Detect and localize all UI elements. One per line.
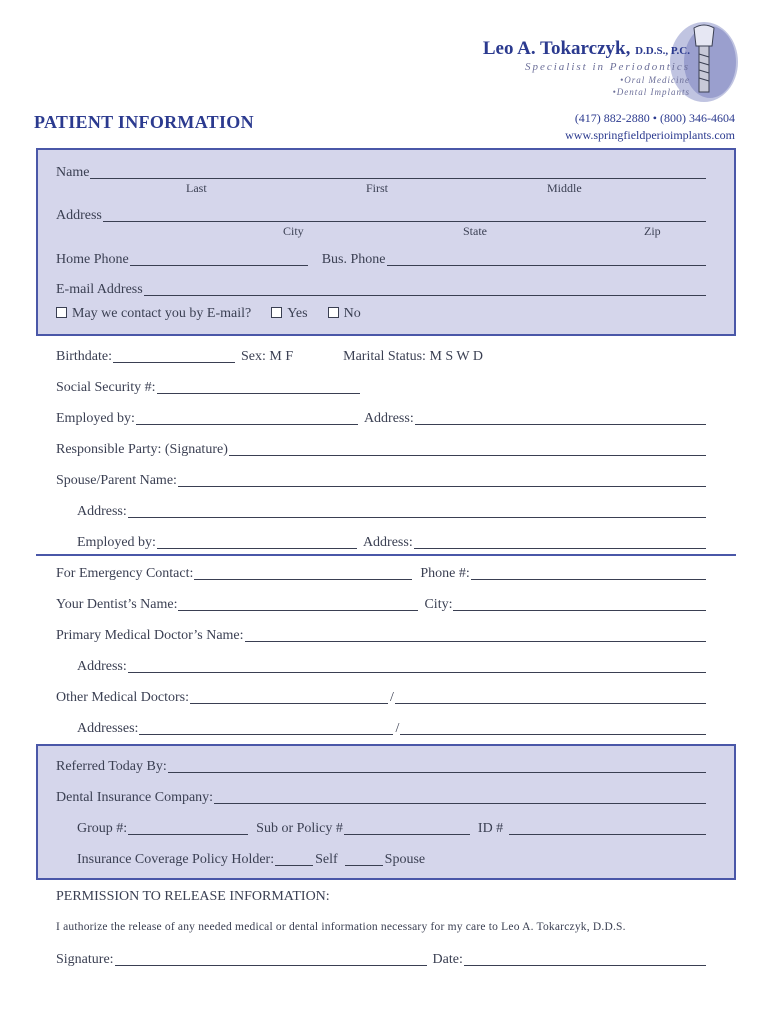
responsible-party-label: Responsible Party: (Signature): [56, 442, 228, 457]
email-contact-option[interactable]: May we contact you by E-mail?: [56, 306, 251, 322]
id-input-line[interactable]: [509, 822, 706, 835]
other-addresses-input-line-1[interactable]: [139, 722, 393, 735]
email-field[interactable]: [56, 282, 708, 298]
spouse-name-field[interactable]: [56, 473, 708, 489]
spouse-name-input-line[interactable]: [178, 474, 706, 487]
referred-by-field[interactable]: [56, 759, 708, 775]
other-doctors-input-line-1[interactable]: [190, 691, 388, 704]
page-title: PATIENT INFORMATION: [34, 112, 254, 132]
primary-doctor-address-input-line[interactable]: [128, 660, 706, 673]
primary-doctor-field[interactable]: [56, 628, 708, 644]
policy-numbers-row: [77, 821, 708, 837]
emergency-phone-label: Phone #:: [420, 566, 470, 581]
signature-label: Signature:: [56, 952, 114, 967]
state-caption: State: [463, 224, 487, 238]
other-addresses-label: Addresses:: [77, 721, 139, 736]
emergency-contact-input-line[interactable]: [194, 567, 412, 580]
signature-input-line[interactable]: [115, 953, 427, 966]
email-input-line[interactable]: [144, 283, 706, 296]
practice-name: Leo A. Tokarczyk, D.D.S., P.C.: [482, 38, 690, 59]
name-field[interactable]: [56, 165, 708, 181]
slash-separator: /: [395, 721, 400, 736]
primary-doctor-input-line[interactable]: [245, 629, 706, 642]
policy-holder-self-line[interactable]: [275, 853, 313, 866]
spouse-employer-address-input-line[interactable]: [414, 536, 706, 549]
middle-caption: Middle: [547, 181, 582, 195]
spouse-address-field[interactable]: [77, 504, 708, 520]
other-doctors-row: [56, 690, 708, 706]
name-label: Name: [56, 165, 90, 180]
phone-row: [56, 252, 708, 268]
address-field[interactable]: [56, 208, 708, 224]
group-input-line[interactable]: [128, 822, 248, 835]
self-label: Self: [315, 852, 338, 867]
release-heading: PERMISSION TO RELEASE INFORMATION:: [56, 889, 330, 904]
website: www.springfieldperioimplants.com: [565, 128, 735, 142]
primary-doctor-label: Primary Medical Doctor’s Name:: [56, 628, 244, 643]
address-label: Address: [56, 208, 102, 223]
insurance-company-field[interactable]: [56, 790, 708, 806]
last-caption: Last: [186, 181, 207, 195]
dentist-row: [56, 597, 708, 613]
policy-holder-row: [77, 852, 708, 868]
date-input-line[interactable]: [464, 953, 706, 966]
other-doctors-label: Other Medical Doctors:: [56, 690, 189, 705]
no-checkbox[interactable]: [328, 307, 339, 318]
id-label: ID #: [477, 821, 504, 836]
primary-doctor-address-field[interactable]: [77, 659, 708, 675]
zip-caption: Zip: [644, 224, 661, 238]
section-divider: [36, 554, 736, 556]
spouse-address-label: Address:: [77, 504, 127, 519]
bus-phone-input-line[interactable]: [387, 253, 706, 266]
ssn-input-line[interactable]: [157, 381, 360, 394]
insurance-company-label: Dental Insurance Company:: [56, 790, 214, 805]
spouse-employer-address-label: Address:: [362, 535, 413, 550]
marital-status-options[interactable]: Marital Status: M S W D: [343, 349, 484, 364]
ssn-label: Social Security #:: [56, 380, 156, 395]
city-caption: City: [283, 224, 304, 238]
emergency-contact-label: For Emergency Contact:: [56, 566, 194, 581]
dentist-city-label: City:: [424, 597, 453, 612]
phone-numbers: (417) 882-2880 • (800) 346-4604: [574, 111, 735, 125]
release-text: I authorize the release of any needed medical or dental information necessary for my care to Leo A. Tokarczyk, D.D.S.: [56, 921, 626, 933]
dentist-city-input-line[interactable]: [453, 598, 706, 611]
group-label: Group #:: [77, 821, 128, 836]
spouse-name-label: Spouse/Parent Name:: [56, 473, 177, 488]
ssn-field[interactable]: [56, 380, 362, 396]
spouse-employed-by-label: Employed by:: [77, 535, 156, 550]
referred-by-input-line[interactable]: [168, 760, 706, 773]
dentist-name-label: Your Dentist’s Name:: [56, 597, 178, 612]
home-phone-input-line[interactable]: [130, 253, 308, 266]
employed-by-input-line[interactable]: [136, 412, 358, 425]
emergency-phone-input-line[interactable]: [471, 567, 706, 580]
contact-checkbox[interactable]: [56, 307, 67, 318]
emergency-row: [56, 566, 708, 582]
email-label: E-mail Address: [56, 282, 143, 297]
responsible-party-input-line[interactable]: [229, 443, 706, 456]
policy-holder-label: Insurance Coverage Policy Holder:: [77, 852, 275, 867]
birthdate-input-line[interactable]: [113, 350, 235, 363]
email-contact-row: [56, 306, 708, 322]
bus-phone-label: Bus. Phone: [321, 252, 386, 267]
responsible-party-field[interactable]: [56, 442, 708, 458]
insurance-company-input-line[interactable]: [214, 791, 706, 804]
referred-by-label: Referred Today By:: [56, 759, 167, 774]
date-label: Date:: [432, 952, 463, 967]
spouse-label: Spouse: [384, 852, 426, 867]
birthdate-row: [56, 349, 708, 365]
signature-row: [56, 952, 708, 968]
spouse-employer-row: [77, 535, 708, 551]
first-caption: First: [366, 181, 389, 195]
yes-checkbox[interactable]: [271, 307, 282, 318]
name-input-line[interactable]: [90, 166, 706, 179]
spouse-employed-by-input-line[interactable]: [157, 536, 357, 549]
other-doctors-input-line-2[interactable]: [395, 691, 706, 704]
birthdate-label: Birthdate:: [56, 349, 112, 364]
policy-label: Sub or Policy #: [256, 821, 343, 836]
policy-input-line[interactable]: [344, 822, 470, 835]
other-addresses-row: [77, 721, 708, 737]
policy-holder-spouse-line[interactable]: [345, 853, 383, 866]
employer-address-label: Address:: [363, 411, 414, 426]
primary-doctor-address-label: Address:: [77, 659, 127, 674]
dentist-name-input-line[interactable]: [178, 598, 418, 611]
service-oral-medicine: •Oral Medicine: [620, 75, 690, 85]
no-option[interactable]: No: [328, 306, 361, 322]
home-phone-label: Home Phone: [56, 252, 129, 267]
sex-options[interactable]: Sex: M F: [241, 349, 294, 364]
address-input-line[interactable]: [103, 209, 706, 222]
employer-row: [56, 411, 708, 427]
employed-by-label: Employed by:: [56, 411, 135, 426]
other-addresses-input-line-2[interactable]: [400, 722, 706, 735]
employer-address-input-line[interactable]: [415, 412, 706, 425]
specialty: Specialist in Periodontics: [524, 61, 690, 73]
service-dental-implants: •Dental Implants: [612, 87, 690, 97]
yes-option[interactable]: Yes: [271, 306, 307, 322]
slash-separator: /: [389, 690, 394, 705]
spouse-address-input-line[interactable]: [128, 505, 706, 518]
